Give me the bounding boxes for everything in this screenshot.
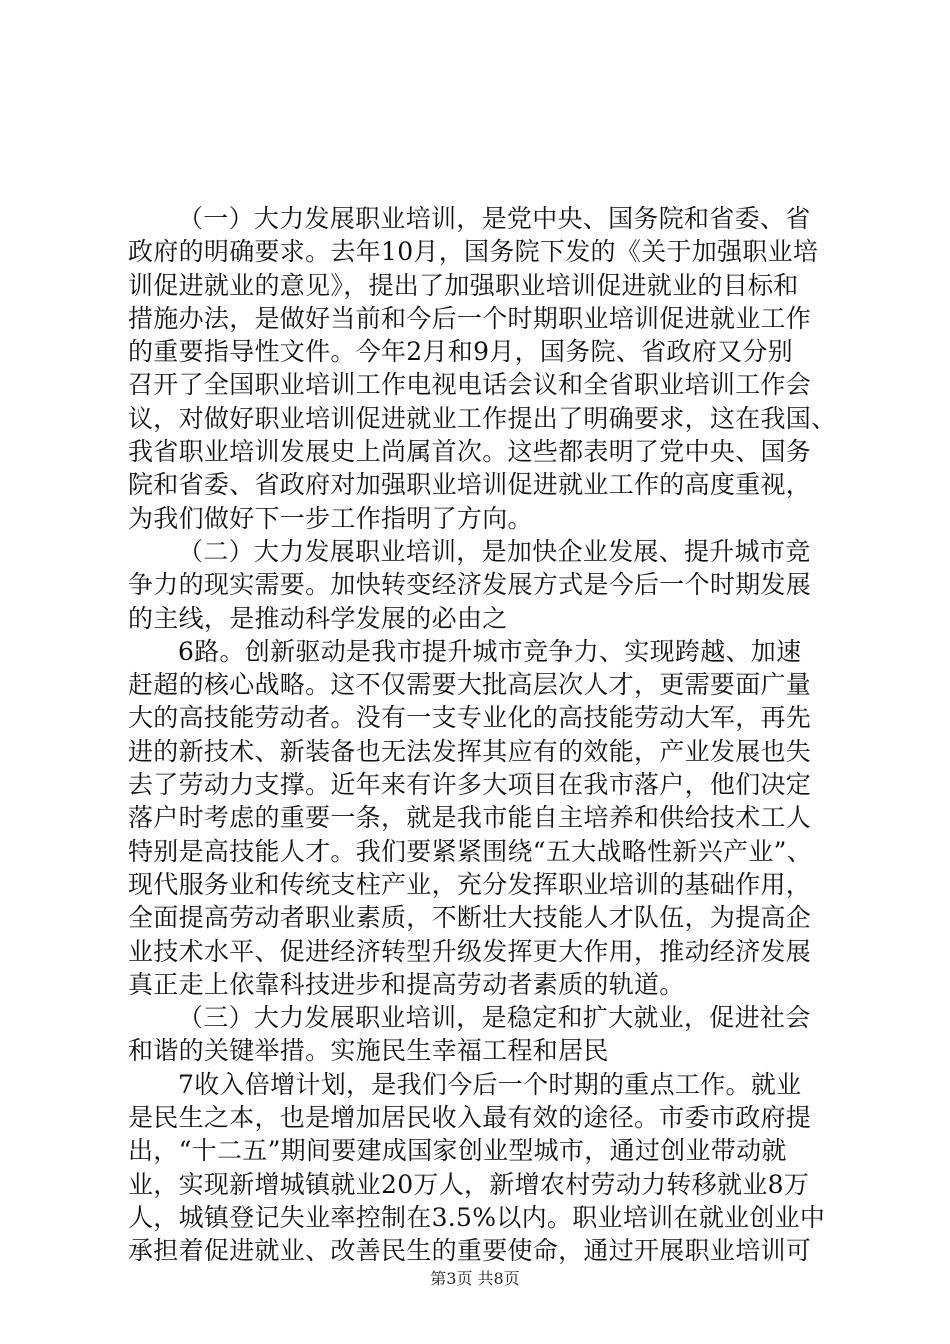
text-line: 落户时考虑的重要一条，就是我市能自主培养和供给技术工人 <box>128 803 812 833</box>
text-line: 大的高技能劳动者。没有一支专业化的高技能劳动大军，再先 <box>128 703 812 733</box>
text-line: 措施办法，是做好当前和今后一个时期职业培训促进就业工作 <box>128 303 812 333</box>
text-line: 人，城镇登记失业率控制在3.5%以内。职业培训在就业创业中 <box>128 1202 826 1232</box>
document-body <box>128 202 837 1268</box>
text-line: 是民生之本，也是增加居民收入最有效的途径。市委市政府提 <box>128 1103 812 1133</box>
text-line: 的重要指导性文件。今年2月和9月，国务院、省政府又分别 <box>128 337 793 367</box>
text-line: 争力的现实需要。加快转变经济发展方式是今后一个时期发展 <box>128 570 812 600</box>
text-line: 院和省委、省政府对加强职业培训促进就业工作的高度重视， <box>128 470 812 500</box>
text-line: 召开了全国职业培训工作电视电话会议和全省职业培训工作会 <box>128 370 812 400</box>
text-line: 我省职业培训发展史上尚属首次。这些都表明了党中央、国务 <box>128 437 812 467</box>
text-line: （二）大力发展职业培训，是加快企业发展、提升城市竞 <box>178 536 811 566</box>
text-line: 进的新技术、新装备也无法发挥其应有的效能，产业发展也失 <box>128 736 812 766</box>
text-line: （一）大力发展职业培训，是党中央、国务院和省委、省 <box>178 204 811 233</box>
text-line: 承担着促进就业、改善民生的重要使命，通过开展职业培训可 <box>128 1236 812 1266</box>
text-line: 赶超的核心战略。这不仅需要大批高层次人才，更需要面广量 <box>128 670 812 700</box>
text-line: 和谐的关键举措。实施民生幸福工程和居民 <box>128 1036 609 1066</box>
text-line: 全面提高劳动者职业素质，不断壮大技能人才队伍，为提高企 <box>128 903 812 933</box>
text-line: 政府的明确要求。去年10月，国务院下发的《关于加强职业培 <box>128 237 819 267</box>
text-line: （三）大力发展职业培训，是稳定和扩大就业，促进社会 <box>178 1003 811 1033</box>
text-line: 出，“十二五”期间要建成国家创业型城市，通过创业带动就 <box>128 1136 787 1166</box>
text-line: 7收入倍增计划，是我们今后一个时期的重点工作。就业 <box>178 1069 802 1099</box>
text-line: 议，对做好职业培训促进就业工作提出了明确要求，这在我国、 <box>128 403 837 433</box>
text-line: 去了劳动力支撑。近年来有许多大项目在我市落户，他们决定 <box>128 770 812 800</box>
text-line: 业技术水平、促进经济转型升级发挥更大作用，推动经济发展 <box>128 936 812 966</box>
text-line: 业，实现新增城镇就业20万人，新增农村劳动力转移就业8万 <box>128 1169 810 1199</box>
text-line: 训促进就业的意见》，提出了加强职业培训促进就业的目标和 <box>128 270 799 300</box>
page-footer: 第3页 共8页 <box>430 1269 520 1288</box>
text-line: 的主线，是推动科学发展的必由之 <box>128 603 508 633</box>
text-line: 特别是高技能人才。我们要紧紧围绕“五大战略性新兴产业”、 <box>128 836 812 866</box>
text-line: 6路。创新驱动是我市提升城市竞争力、实现跨越、加速 <box>178 636 802 666</box>
text-line: 真正走上依靠科技进步和提高劳动者素质的轨道。 <box>128 969 685 999</box>
text-line: 现代服务业和传统支柱产业，充分发挥职业培训的基础作用， <box>128 869 812 899</box>
text-line: 为我们做好下一步工作指明了方向。 <box>128 503 533 533</box>
